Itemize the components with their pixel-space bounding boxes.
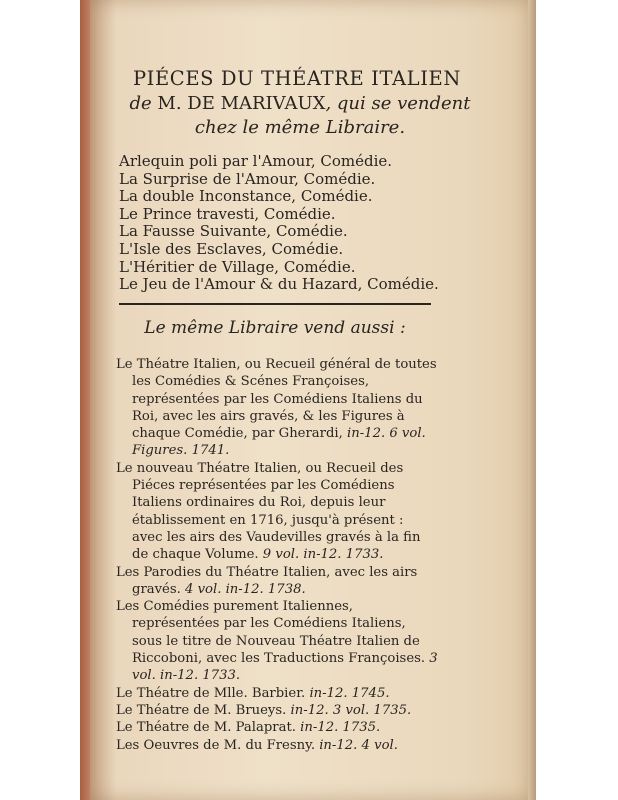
- subtitle-suffix: , qui se vendent chez le même Libraire.: [194, 93, 471, 138]
- catalog-list: [116, 356, 438, 754]
- entry-detail: in-12. 3 vol. 1735.: [290, 702, 412, 718]
- list-item: [116, 737, 438, 754]
- list-item: Le Prince travesti, Comédie.: [119, 204, 336, 223]
- entry-text: Le Théatre de Mlle. Barbier.: [116, 685, 310, 701]
- plays-list: [119, 153, 449, 294]
- list-item: Arlequin poli par l'Amour, Comédie.: [119, 152, 393, 170]
- entry-text: Les Parodies du Théatre Italien, avec les airs gravés.: [116, 564, 418, 597]
- list-item: [116, 356, 438, 460]
- entry-detail: in-12. 1735.: [300, 720, 381, 736]
- list-item: La Surprise de l'Amour, Comédie.: [119, 169, 376, 188]
- list-item: [116, 460, 438, 564]
- list-item: [116, 702, 438, 719]
- entry-text: Le Théatre de M. Brueys.: [116, 702, 291, 718]
- page-edge: [528, 0, 536, 800]
- section-divider: [119, 303, 431, 305]
- entry-detail: 9 vol. in-12. 1733.: [262, 547, 384, 563]
- list-item: La Fausse Suivante, Comédie.: [119, 222, 348, 241]
- page-subtitle: [120, 92, 480, 140]
- entry-detail: in-12. 1745.: [309, 685, 390, 701]
- entry-text: Le nouveau Théatre Italien, ou Recueil des Piéces représentées par les Comédiens Italiens ordinaires du Roi, depuis leur établissement en 1716, jusqu'à présent : avec les airs des Vaudevilles gravés à la fin de chaque Volume.: [116, 460, 421, 563]
- section-heading: Le même Libraire vend aussi :: [144, 318, 406, 338]
- entry-text: Le Théatre de M. Palaprat.: [116, 720, 301, 736]
- subtitle-prefix: de: [129, 93, 152, 114]
- entry-detail: in-12. 6 vol. Figures. 1741.: [132, 426, 426, 459]
- entry-text: Les Oeuvres de M. du Fresny.: [116, 737, 320, 753]
- list-item: La double Inconstance, Comédie.: [119, 187, 373, 206]
- list-item: [116, 719, 438, 736]
- list-item: [116, 598, 438, 684]
- list-item: Le Jeu de l'Amour & du Hazard, Comédie.: [119, 275, 439, 294]
- list-item: L'Héritier de Village, Comédie.: [119, 257, 356, 276]
- entry-detail: 4 vol. in-12. 1738.: [185, 581, 306, 597]
- entry-text: Les Comédies purement Italiennes, représentées par les Comédiens Italiens, sous le titre de Nouveau Théatre Italien de Riccoboni, avec les Traductions Françoises.: [116, 599, 430, 667]
- entry-detail: in-12. 4 vol.: [319, 737, 398, 753]
- entry-text: Le Théatre Italien, ou Recueil général de toutes les Comédies & Scénes Françoises, représentées par les Comédiens Italiens du Roi, avec les airs gravés, & les Figures à chaque Comédie, par Gherardi,: [116, 357, 437, 442]
- list-item: [116, 685, 438, 702]
- page-title: PIÉCES DU THÉATRE ITALIEN: [132, 67, 462, 90]
- list-item: [116, 564, 438, 599]
- list-item: L'Isle des Esclaves, Comédie.: [119, 239, 344, 258]
- entry-detail: 3 vol. in-12. 1733.: [132, 651, 438, 684]
- subtitle-author: M. DE MARIVAUX: [157, 93, 326, 114]
